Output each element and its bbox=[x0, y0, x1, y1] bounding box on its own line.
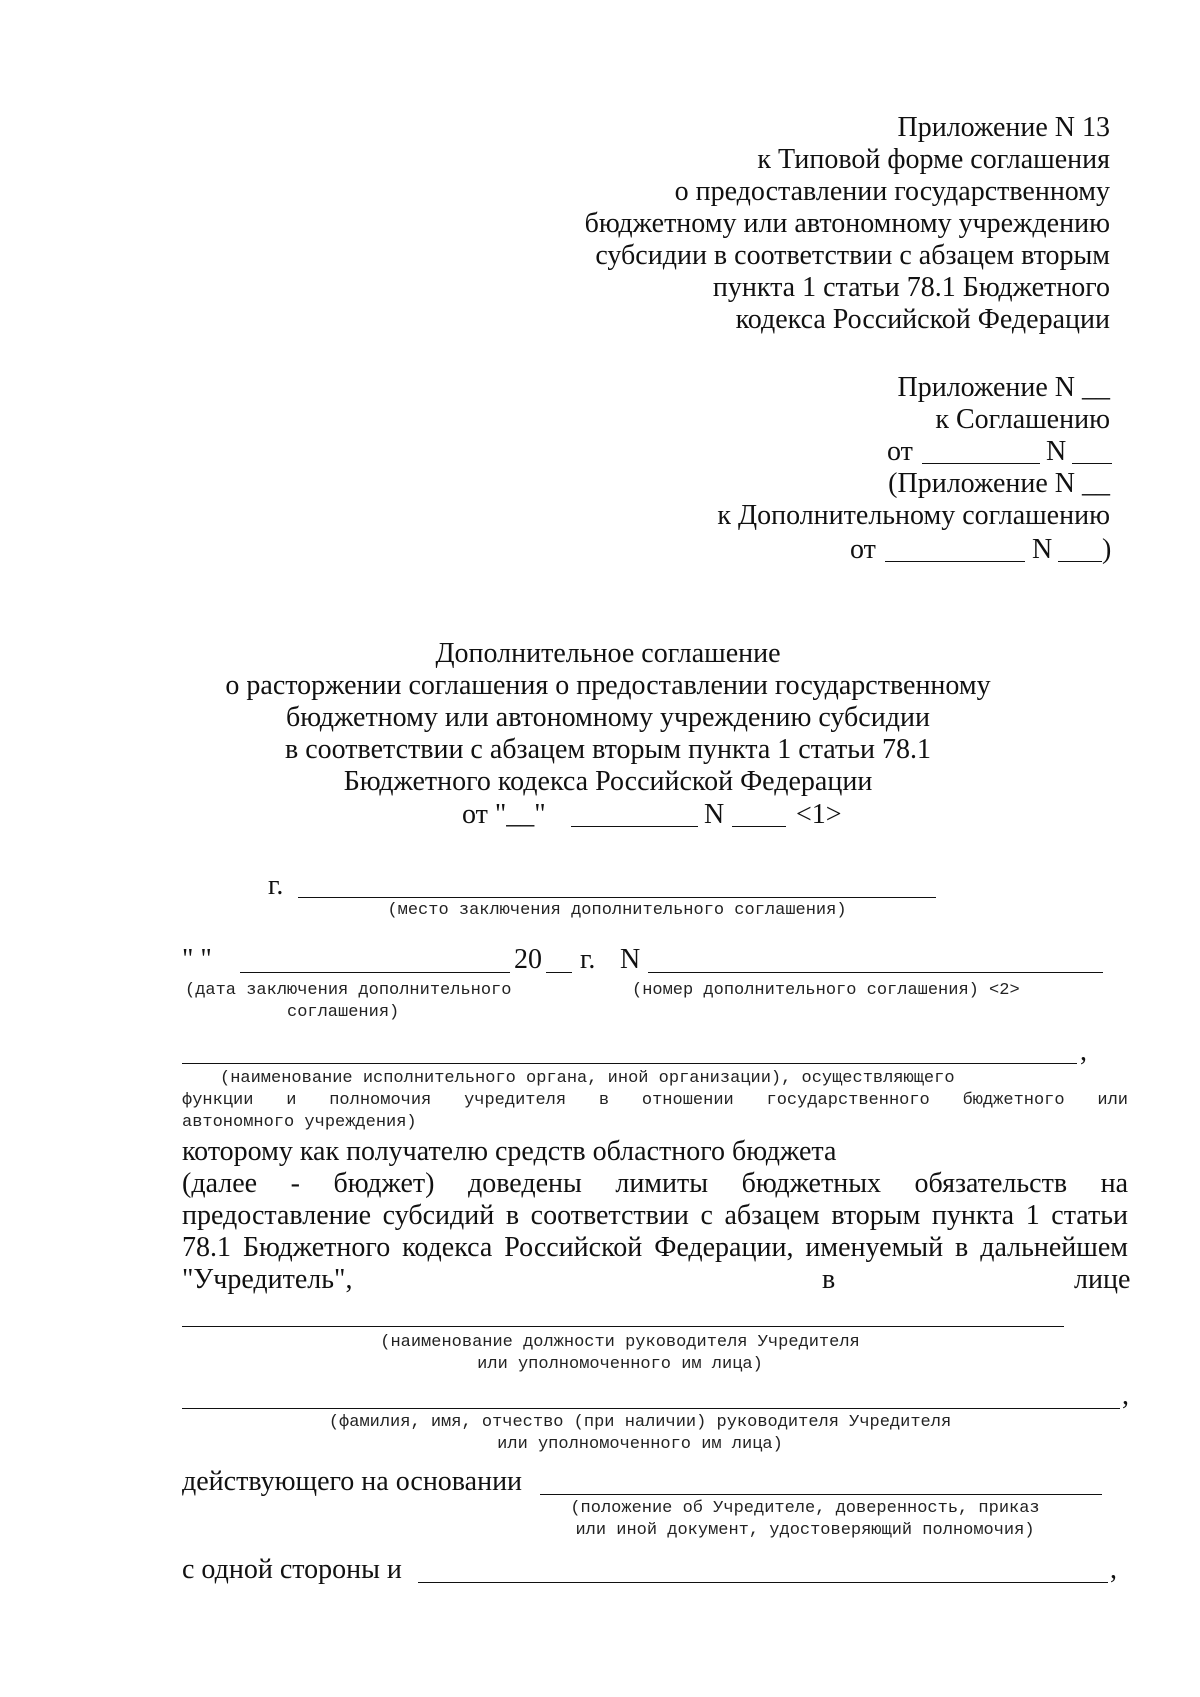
body-line: которому как получателю средств областного бюджета bbox=[182, 1136, 837, 1167]
appendix-number: Приложение N __ bbox=[897, 372, 1110, 403]
date-caption: (дата заключения дополнительного bbox=[185, 981, 512, 1000]
appendix-header-line: субсидии в соответствии с абзацем вторым bbox=[595, 240, 1110, 271]
fio-field bbox=[182, 1408, 1120, 1409]
year-suffix: г. bbox=[580, 944, 596, 975]
founder-comma: , bbox=[1080, 1036, 1087, 1067]
appendix-header-line: кодекса Российской Федерации bbox=[735, 304, 1110, 335]
title-date-prefix: от "__" bbox=[462, 799, 546, 830]
year-field bbox=[546, 972, 572, 973]
additional-date-field bbox=[885, 561, 1025, 562]
body-line: лице bbox=[1074, 1264, 1131, 1295]
year-prefix: 20 bbox=[514, 944, 542, 975]
additional-number-field bbox=[1058, 561, 1102, 562]
other-side-label: с одной стороны и bbox=[182, 1554, 402, 1585]
agreement-date-field bbox=[922, 463, 1040, 464]
basis-caption: (положение об Учредителе, доверенность, приказ bbox=[570, 1499, 1040, 1518]
founder-caption: (наименование исполнительного органа, иной организации), осуществляющего bbox=[220, 1069, 955, 1088]
title-line: о расторжении соглашения о предоставлении государственному bbox=[225, 670, 991, 701]
position-caption: (наименование должности руководителя Учредителя bbox=[380, 1333, 860, 1352]
founder-name-field bbox=[182, 1063, 1077, 1064]
fio-comma: , bbox=[1122, 1380, 1129, 1411]
other-side-comma: , bbox=[1110, 1554, 1117, 1585]
other-side-field bbox=[418, 1582, 1108, 1583]
founder-caption: функции и полномочия учредителя в отношении государственного бюджетного или bbox=[182, 1091, 1128, 1110]
title-date-field bbox=[571, 826, 698, 827]
appendix-header-line: к Типовой форме соглашения bbox=[757, 144, 1110, 175]
basis-label: действующего на основании bbox=[182, 1466, 523, 1497]
appendix-header-line: о предоставлении государственному bbox=[674, 176, 1110, 207]
position-field bbox=[182, 1326, 1064, 1327]
date-field bbox=[240, 972, 510, 973]
position-caption: или уполномоченного им лица) bbox=[477, 1355, 763, 1374]
title-line: Дополнительное соглашение bbox=[435, 638, 781, 669]
appendix-header-line: бюджетному или автономному учреждению bbox=[584, 208, 1110, 239]
number-n-label: N bbox=[620, 944, 641, 975]
title-number-field bbox=[732, 826, 786, 827]
city-prefix: г. bbox=[268, 870, 284, 901]
date-caption: соглашения) bbox=[287, 1003, 400, 1022]
place-caption: (место заключения дополнительного соглашения) bbox=[387, 901, 847, 920]
body-line: (далее - бюджет) доведены лимиты бюджетных обязательств на bbox=[182, 1168, 1128, 1199]
title-line: Бюджетного кодекса Российской Федерации bbox=[343, 766, 873, 797]
body-line: "Учредитель", bbox=[182, 1264, 353, 1295]
fio-caption: (фамилия, имя, отчество (при наличии) руководителя Учредителя bbox=[328, 1413, 952, 1432]
place-field bbox=[298, 897, 936, 898]
footnote-1: <1> bbox=[796, 799, 842, 830]
date-quotes: " " bbox=[182, 944, 212, 975]
to-additional-agreement: к Дополнительному соглашению bbox=[717, 500, 1110, 531]
agreement-number-field bbox=[1072, 463, 1112, 464]
fio-caption: или уполномоченного им лица) bbox=[497, 1435, 783, 1454]
body-line: в bbox=[822, 1264, 836, 1295]
close-paren: ) bbox=[1102, 534, 1112, 565]
founder-caption: автономного учреждения) bbox=[182, 1113, 417, 1132]
from-label: от bbox=[850, 534, 876, 565]
to-agreement: к Соглашению bbox=[935, 404, 1110, 435]
number-field bbox=[648, 972, 1103, 973]
paren-appendix-number: (Приложение N __ bbox=[888, 468, 1110, 499]
number-caption: (номер дополнительного соглашения) <2> bbox=[632, 981, 1020, 1000]
appendix-header-line: Приложение N 13 bbox=[897, 112, 1110, 143]
body-line: предоставление субсидий в соответствии с абзацем вторым пункта 1 статьи bbox=[182, 1200, 1128, 1231]
basis-field bbox=[540, 1494, 1102, 1495]
title-line: в соответствии с абзацем вторым пункта 1 статьи 78.1 bbox=[285, 734, 931, 765]
n-label: N bbox=[1032, 534, 1053, 565]
from-label: от bbox=[887, 436, 913, 467]
body-line: 78.1 Бюджетного кодекса Российской Федерации, именуемый в дальнейшем bbox=[182, 1232, 1128, 1263]
appendix-header-line: пункта 1 статьи 78.1 Бюджетного bbox=[712, 272, 1110, 303]
basis-caption: или иной документ, удостоверяющий полномочия) bbox=[575, 1521, 1035, 1540]
title-n-label: N bbox=[704, 799, 725, 830]
n-label: N bbox=[1046, 436, 1067, 467]
title-line: бюджетному или автономному учреждению субсидии bbox=[286, 702, 930, 733]
